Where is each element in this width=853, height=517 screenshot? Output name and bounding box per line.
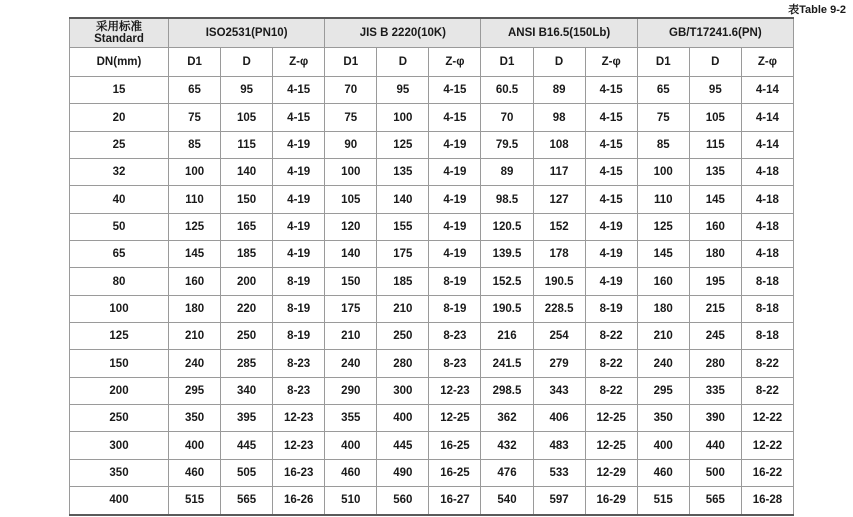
subcol-d1: D1	[481, 48, 533, 77]
value-cell: 290	[325, 377, 377, 404]
value-cell: 145	[169, 241, 221, 268]
value-cell: 70	[325, 77, 377, 104]
value-cell: 178	[533, 241, 585, 268]
value-cell: 180	[689, 241, 741, 268]
value-cell: 400	[325, 432, 377, 459]
value-cell: 280	[689, 350, 741, 377]
value-cell: 140	[325, 241, 377, 268]
value-cell: 4-15	[585, 159, 637, 186]
value-cell: 90	[325, 131, 377, 158]
value-cell: 432	[481, 432, 533, 459]
value-cell: 4-19	[585, 213, 637, 240]
dn-cell: 32	[70, 159, 169, 186]
value-cell: 490	[377, 459, 429, 486]
value-cell: 362	[481, 405, 533, 432]
dn-cell: 250	[70, 405, 169, 432]
value-cell: 160	[169, 268, 221, 295]
value-cell: 12-25	[585, 405, 637, 432]
value-cell: 250	[377, 323, 429, 350]
value-cell: 210	[325, 323, 377, 350]
value-cell: 16-26	[273, 487, 325, 515]
value-cell: 145	[689, 186, 741, 213]
table-row	[70, 77, 794, 104]
value-cell: 65	[637, 77, 689, 104]
value-cell: 8-18	[741, 268, 793, 295]
value-cell: 483	[533, 432, 585, 459]
value-cell: 12-29	[585, 459, 637, 486]
value-cell: 16-25	[429, 432, 481, 459]
value-cell: 533	[533, 459, 585, 486]
value-cell: 298.5	[481, 377, 533, 404]
value-cell: 240	[169, 350, 221, 377]
value-cell: 150	[325, 268, 377, 295]
value-cell: 8-23	[429, 350, 481, 377]
value-cell: 4-14	[741, 104, 793, 131]
value-cell: 4-18	[741, 213, 793, 240]
value-cell: 100	[637, 159, 689, 186]
value-cell: 4-15	[273, 77, 325, 104]
value-cell: 505	[221, 459, 273, 486]
value-cell: 140	[377, 186, 429, 213]
subcol-d: D	[377, 48, 429, 77]
value-cell: 89	[481, 159, 533, 186]
value-cell: 12-22	[741, 432, 793, 459]
subcolumn-header-row	[70, 48, 794, 77]
subcol-d: D	[533, 48, 585, 77]
value-cell: 4-14	[741, 131, 793, 158]
subcol-d1: D1	[637, 48, 689, 77]
subcol-d: D	[689, 48, 741, 77]
value-cell: 355	[325, 405, 377, 432]
value-cell: 295	[169, 377, 221, 404]
value-cell: 279	[533, 350, 585, 377]
value-cell: 4-15	[585, 131, 637, 158]
value-cell: 515	[637, 487, 689, 515]
table-row	[70, 487, 794, 515]
table-row	[70, 432, 794, 459]
dn-header: DN(mm)	[70, 48, 169, 77]
value-cell: 343	[533, 377, 585, 404]
value-cell: 12-22	[741, 405, 793, 432]
table-row	[70, 350, 794, 377]
standard-iso-header: ISO2531(PN10)	[169, 18, 325, 48]
value-cell: 115	[689, 131, 741, 158]
value-cell: 115	[221, 131, 273, 158]
standard-jis-header: JIS B 2220(10K)	[325, 18, 481, 48]
value-cell: 8-23	[429, 323, 481, 350]
value-cell: 4-14	[741, 77, 793, 104]
value-cell: 135	[377, 159, 429, 186]
table-row	[70, 186, 794, 213]
value-cell: 460	[325, 459, 377, 486]
value-cell: 4-18	[741, 159, 793, 186]
value-cell: 89	[533, 77, 585, 104]
table-row	[70, 213, 794, 240]
value-cell: 8-22	[741, 350, 793, 377]
value-cell: 175	[377, 241, 429, 268]
value-cell: 70	[481, 104, 533, 131]
value-cell: 4-19	[273, 159, 325, 186]
value-cell: 110	[169, 186, 221, 213]
value-cell: 60.5	[481, 77, 533, 104]
value-cell: 185	[377, 268, 429, 295]
value-cell: 16-28	[741, 487, 793, 515]
value-cell: 295	[637, 377, 689, 404]
dn-cell: 100	[70, 295, 169, 322]
value-cell: 245	[689, 323, 741, 350]
value-cell: 335	[689, 377, 741, 404]
value-cell: 406	[533, 405, 585, 432]
table-row	[70, 295, 794, 322]
value-cell: 125	[637, 213, 689, 240]
value-cell: 8-22	[585, 323, 637, 350]
value-cell: 160	[689, 213, 741, 240]
value-cell: 190.5	[481, 295, 533, 322]
value-cell: 460	[169, 459, 221, 486]
dn-cell: 300	[70, 432, 169, 459]
value-cell: 95	[689, 77, 741, 104]
value-cell: 125	[169, 213, 221, 240]
dn-cell: 50	[70, 213, 169, 240]
value-cell: 8-22	[741, 377, 793, 404]
value-cell: 240	[637, 350, 689, 377]
dn-cell: 125	[70, 323, 169, 350]
value-cell: 8-23	[273, 377, 325, 404]
value-cell: 75	[169, 104, 221, 131]
value-cell: 105	[689, 104, 741, 131]
table-row	[70, 323, 794, 350]
dn-cell: 25	[70, 131, 169, 158]
value-cell: 565	[221, 487, 273, 515]
value-cell: 125	[377, 131, 429, 158]
value-cell: 105	[221, 104, 273, 131]
standard-header-cell	[70, 18, 169, 48]
value-cell: 4-19	[273, 131, 325, 158]
value-cell: 215	[689, 295, 741, 322]
value-cell: 300	[377, 377, 429, 404]
value-cell: 500	[689, 459, 741, 486]
value-cell: 4-19	[429, 131, 481, 158]
value-cell: 75	[637, 104, 689, 131]
value-cell: 16-25	[429, 459, 481, 486]
value-cell: 8-23	[273, 350, 325, 377]
value-cell: 185	[221, 241, 273, 268]
value-cell: 160	[637, 268, 689, 295]
value-cell: 254	[533, 323, 585, 350]
value-cell: 4-15	[429, 104, 481, 131]
value-cell: 285	[221, 350, 273, 377]
value-cell: 390	[689, 405, 741, 432]
value-cell: 8-19	[273, 295, 325, 322]
value-cell: 8-18	[741, 295, 793, 322]
value-cell: 210	[637, 323, 689, 350]
dn-cell: 200	[70, 377, 169, 404]
value-cell: 400	[377, 405, 429, 432]
value-cell: 180	[169, 295, 221, 322]
value-cell: 4-15	[429, 77, 481, 104]
value-cell: 12-25	[429, 405, 481, 432]
value-cell: 597	[533, 487, 585, 515]
value-cell: 476	[481, 459, 533, 486]
value-cell: 120.5	[481, 213, 533, 240]
subcol-z-phi: Z-φ	[273, 48, 325, 77]
value-cell: 395	[221, 405, 273, 432]
value-cell: 4-18	[741, 241, 793, 268]
value-cell: 152	[533, 213, 585, 240]
table-row	[70, 104, 794, 131]
value-cell: 16-23	[273, 459, 325, 486]
value-cell: 280	[377, 350, 429, 377]
value-cell: 210	[377, 295, 429, 322]
value-cell: 155	[377, 213, 429, 240]
value-cell: 4-19	[585, 241, 637, 268]
value-cell: 79.5	[481, 131, 533, 158]
value-cell: 140	[221, 159, 273, 186]
flange-dimension-table	[69, 17, 794, 516]
value-cell: 350	[637, 405, 689, 432]
value-cell: 165	[221, 213, 273, 240]
table-caption: 表Table 9-2	[788, 4, 846, 16]
value-cell: 150	[221, 186, 273, 213]
value-cell: 8-19	[429, 295, 481, 322]
value-cell: 85	[169, 131, 221, 158]
value-cell: 135	[689, 159, 741, 186]
value-cell: 510	[325, 487, 377, 515]
table-row	[70, 268, 794, 295]
standard-gb-header: GB/T17241.6(PN)	[637, 18, 793, 48]
dn-cell: 40	[70, 186, 169, 213]
table-body	[70, 77, 794, 515]
value-cell: 4-19	[429, 213, 481, 240]
value-cell: 8-19	[273, 323, 325, 350]
value-cell: 75	[325, 104, 377, 131]
value-cell: 4-15	[585, 186, 637, 213]
value-cell: 139.5	[481, 241, 533, 268]
value-cell: 95	[377, 77, 429, 104]
value-cell: 100	[377, 104, 429, 131]
value-cell: 98.5	[481, 186, 533, 213]
value-cell: 16-29	[585, 487, 637, 515]
value-cell: 4-19	[273, 213, 325, 240]
dn-cell: 20	[70, 104, 169, 131]
dn-cell: 15	[70, 77, 169, 104]
value-cell: 100	[169, 159, 221, 186]
value-cell: 105	[325, 186, 377, 213]
value-cell: 4-15	[273, 104, 325, 131]
value-cell: 460	[637, 459, 689, 486]
subcol-z-phi: Z-φ	[741, 48, 793, 77]
value-cell: 127	[533, 186, 585, 213]
value-cell: 220	[221, 295, 273, 322]
value-cell: 210	[169, 323, 221, 350]
value-cell: 152.5	[481, 268, 533, 295]
value-cell: 445	[221, 432, 273, 459]
value-cell: 565	[689, 487, 741, 515]
value-cell: 4-19	[429, 241, 481, 268]
value-cell: 12-23	[429, 377, 481, 404]
dn-cell: 80	[70, 268, 169, 295]
dn-cell: 150	[70, 350, 169, 377]
value-cell: 216	[481, 323, 533, 350]
value-cell: 400	[637, 432, 689, 459]
value-cell: 16-22	[741, 459, 793, 486]
value-cell: 340	[221, 377, 273, 404]
subcol-d: D	[221, 48, 273, 77]
dn-cell: 400	[70, 487, 169, 515]
value-cell: 190.5	[533, 268, 585, 295]
value-cell: 8-19	[585, 295, 637, 322]
value-cell: 98	[533, 104, 585, 131]
value-cell: 120	[325, 213, 377, 240]
table-row	[70, 459, 794, 486]
subcol-z-phi: Z-φ	[429, 48, 481, 77]
standards-header-row	[70, 18, 794, 48]
value-cell: 65	[169, 77, 221, 104]
standard-label-cn: 采用标准	[96, 21, 142, 33]
value-cell: 12-25	[585, 432, 637, 459]
value-cell: 540	[481, 487, 533, 515]
value-cell: 445	[377, 432, 429, 459]
value-cell: 350	[169, 405, 221, 432]
value-cell: 4-19	[429, 159, 481, 186]
value-cell: 175	[325, 295, 377, 322]
value-cell: 100	[325, 159, 377, 186]
value-cell: 8-18	[741, 323, 793, 350]
value-cell: 200	[221, 268, 273, 295]
value-cell: 4-19	[273, 241, 325, 268]
value-cell: 4-15	[585, 77, 637, 104]
value-cell: 16-27	[429, 487, 481, 515]
value-cell: 145	[637, 241, 689, 268]
value-cell: 241.5	[481, 350, 533, 377]
value-cell: 400	[169, 432, 221, 459]
value-cell: 110	[637, 186, 689, 213]
value-cell: 8-22	[585, 377, 637, 404]
subcol-z-phi: Z-φ	[585, 48, 637, 77]
table-row	[70, 131, 794, 158]
dn-cell: 350	[70, 459, 169, 486]
value-cell: 515	[169, 487, 221, 515]
value-cell: 4-19	[273, 186, 325, 213]
table-row	[70, 405, 794, 432]
value-cell: 8-19	[429, 268, 481, 295]
value-cell: 117	[533, 159, 585, 186]
standard-ansi-header: ANSI B16.5(150Lb)	[481, 18, 637, 48]
value-cell: 4-15	[585, 104, 637, 131]
table-row	[70, 241, 794, 268]
value-cell: 180	[637, 295, 689, 322]
subcol-d1: D1	[325, 48, 377, 77]
standard-label-en: Standard	[94, 33, 144, 45]
subcol-d1: D1	[169, 48, 221, 77]
value-cell: 240	[325, 350, 377, 377]
value-cell: 4-19	[429, 186, 481, 213]
value-cell: 195	[689, 268, 741, 295]
value-cell: 4-18	[741, 186, 793, 213]
value-cell: 228.5	[533, 295, 585, 322]
value-cell: 560	[377, 487, 429, 515]
value-cell: 440	[689, 432, 741, 459]
value-cell: 108	[533, 131, 585, 158]
value-cell: 8-19	[273, 268, 325, 295]
value-cell: 12-23	[273, 432, 325, 459]
table-row	[70, 377, 794, 404]
value-cell: 85	[637, 131, 689, 158]
value-cell: 250	[221, 323, 273, 350]
value-cell: 8-22	[585, 350, 637, 377]
dn-cell: 65	[70, 241, 169, 268]
value-cell: 12-23	[273, 405, 325, 432]
table-row	[70, 159, 794, 186]
value-cell: 4-19	[585, 268, 637, 295]
value-cell: 95	[221, 77, 273, 104]
